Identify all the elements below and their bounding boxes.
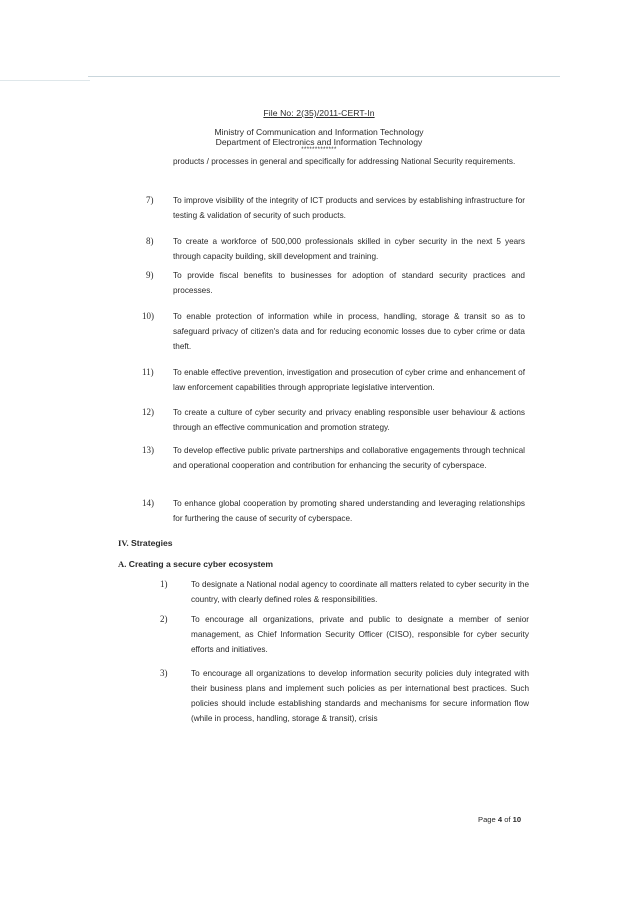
objective-number: 11) (142, 367, 154, 377)
subsection-heading (118, 559, 273, 569)
scan-edge-line (88, 76, 560, 77)
page-footer (478, 815, 521, 824)
objective-number: 8) (146, 236, 154, 246)
objective-text: To improve visibility of the integrity of ICT products and services by establishing infrastructure for testing & validation of security of such products. (173, 196, 525, 220)
strategy-text: To encourage all organizations, private and public to designate a member of senior management, as Chief Information Security Officer (CISO), responsible for cyber security efforts and initiatives. (191, 615, 529, 654)
header-stars: ************* (301, 147, 337, 153)
objective-text: To enhance global cooperation by promoting shared understanding and leveraging relationships for furthering the cause of security of cyberspace. (173, 499, 525, 523)
ministry-name: Ministry of Communication and Information Technology (214, 127, 424, 137)
objective-number: 12) (142, 407, 154, 417)
section-title: Strategies (130, 538, 173, 548)
scan-edge-line-left (0, 80, 90, 81)
subsection-label: A. (118, 559, 127, 569)
objective-text: To enable protection of information while in process, handling, storage & transit so as to safeguard privacy of citizen's data and for reducing economic losses due to cyber crime or data theft. (173, 312, 525, 351)
footer-of: of (502, 815, 513, 824)
objective-text: To enable effective prevention, investigation and prosecution of cyber crime and enhancement of law enforcement capabilities through appropriate legislative intervention. (173, 368, 525, 392)
department-name: Department of Electronics and Information Technology (215, 137, 423, 147)
footer-prefix: Page (478, 815, 498, 824)
objective-number: 10) (142, 311, 154, 321)
objective-text: To provide fiscal benefits to businesses for adoption of standard security practices and processes. (173, 271, 525, 295)
objective-text: To create a workforce of 500,000 professionals skilled in cyber security in the next 5 years through capacity building, skill development and training. (173, 237, 525, 261)
objective-number: 14) (142, 498, 154, 508)
objective-number: 7) (146, 195, 154, 205)
objective-number: 13) (142, 445, 154, 455)
strategy-text: To designate a National nodal agency to coordinate all matters related to cyber security in the country, with clearly defined roles & responsibilities. (191, 580, 529, 604)
strategy-number: 1) (160, 579, 168, 589)
strategy-number: 3) (160, 668, 168, 678)
objective-text: To develop effective public private partnerships and collaborative engagements through technical and operational cooperation and contribution for enhancing the security of cyberspace. (173, 446, 525, 470)
objective-number: 9) (146, 270, 154, 280)
strategy-number: 2) (160, 614, 168, 624)
total-pages: 10 (512, 815, 522, 824)
section-heading (118, 538, 173, 548)
file-number: File No: 2(35)/2011-CERT-In (263, 108, 375, 118)
section-label: IV. (118, 538, 129, 548)
strategy-text: To encourage all organizations to develop information security policies duly integrated with their business plans and implement such policies as per international best practices. Such policies should include establishing standards and mechanisms for secure information flow (while in process, handling, storage & transit), crisis (191, 669, 529, 723)
continuation-paragraph: products / processes in general and specifically for addressing National Security requirements. (173, 157, 516, 166)
subsection-title: Creating a secure cyber ecosystem (128, 559, 274, 569)
objective-text: To create a culture of cyber security and privacy enabling responsible user behaviour & actions through an effective communication and promotion strategy. (173, 408, 525, 432)
current-page: 4 (497, 815, 503, 824)
